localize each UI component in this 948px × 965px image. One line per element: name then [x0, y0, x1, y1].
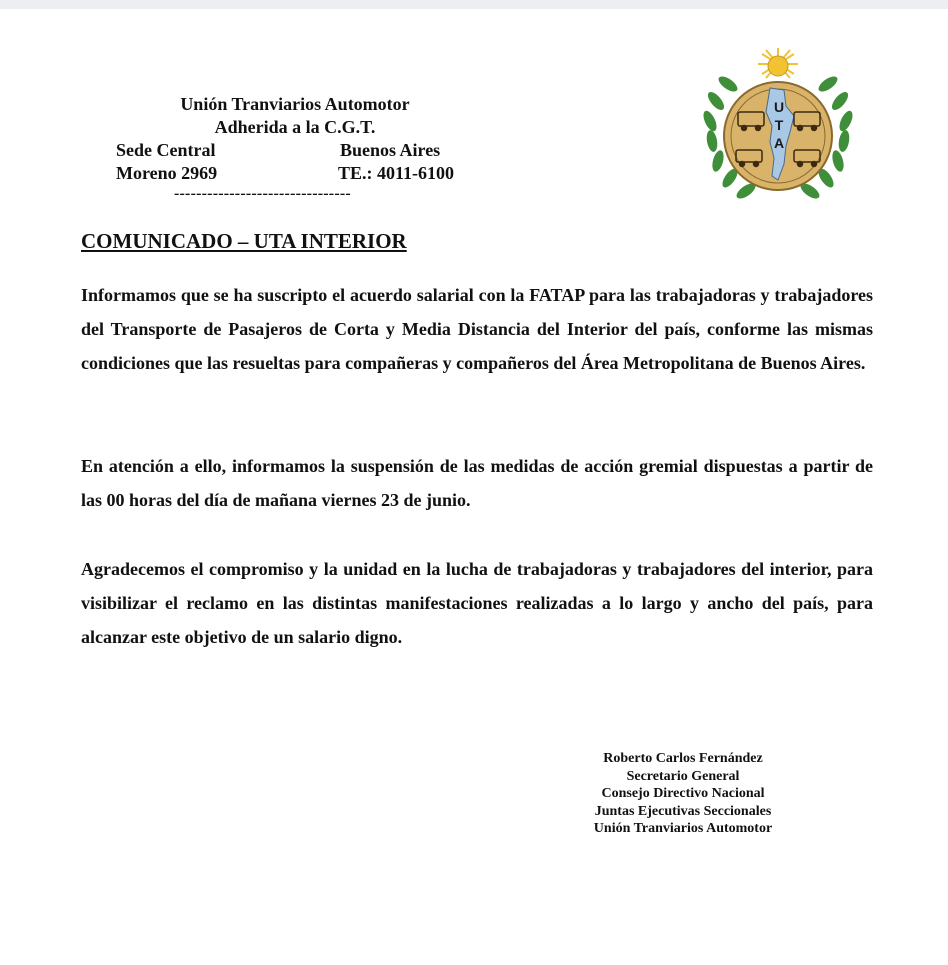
uta-logo [700, 46, 856, 206]
paragraph-agreement: Informamos que se ha suscripto el acuerdo salarial con la FATAP para las trabajadoras y trabajadores del Transporte de Pasajeros de Corta y Media Distancia del Interior del país, conforme las mismas condiciones que las resueltas para compañeras y compañeros del Área Metropolitana de Buenos Aires. [81, 285, 873, 373]
signature-block [560, 750, 806, 838]
phone: TE.: 4011-6100 [338, 163, 455, 183]
address: Moreno 2969 [116, 163, 218, 183]
top-bar [0, 0, 948, 9]
signatory-council: Consejo Directivo Nacional [601, 786, 765, 801]
logo-letter-u: U [773, 99, 785, 115]
org-name: Unión Tranviarios Automotor [180, 94, 410, 114]
sede-label: Sede Central [116, 140, 216, 160]
signatory-name: Roberto Carlos Fernández [603, 751, 763, 766]
sun-icon [758, 48, 798, 78]
logo-letter-t: T [774, 117, 784, 133]
signatory-role: Secretario General [626, 768, 740, 784]
paragraph-suspension: En atención a ello, informamos la suspensión de las medidas de acción gremial dispuestas a partir de las 00 horas del día de mañana viernes 23 de junio. [81, 456, 873, 510]
header-separator: -------------------------------- [174, 185, 351, 202]
paragraph-thanks: Agradecemos el compromiso y la unidad en la lucha de trabajadoras y trabajadores del interior, para visibilizar el reclamo en las distintas manifestaciones realizadas a lo largo y ancho del país, para alcanzar este objetivo de un salario digno. [81, 559, 873, 647]
affiliation: Adherida a la C.G.T. [214, 117, 376, 137]
logo-letter-a: A [773, 135, 785, 151]
signatory-boards: Juntas Ejecutivas Seccionales [594, 803, 772, 819]
city: Buenos Aires [340, 140, 441, 160]
document-title: COMUNICADO – UTA INTERIOR [81, 229, 407, 253]
signatory-org: Unión Tranviarios Automotor [593, 821, 773, 836]
